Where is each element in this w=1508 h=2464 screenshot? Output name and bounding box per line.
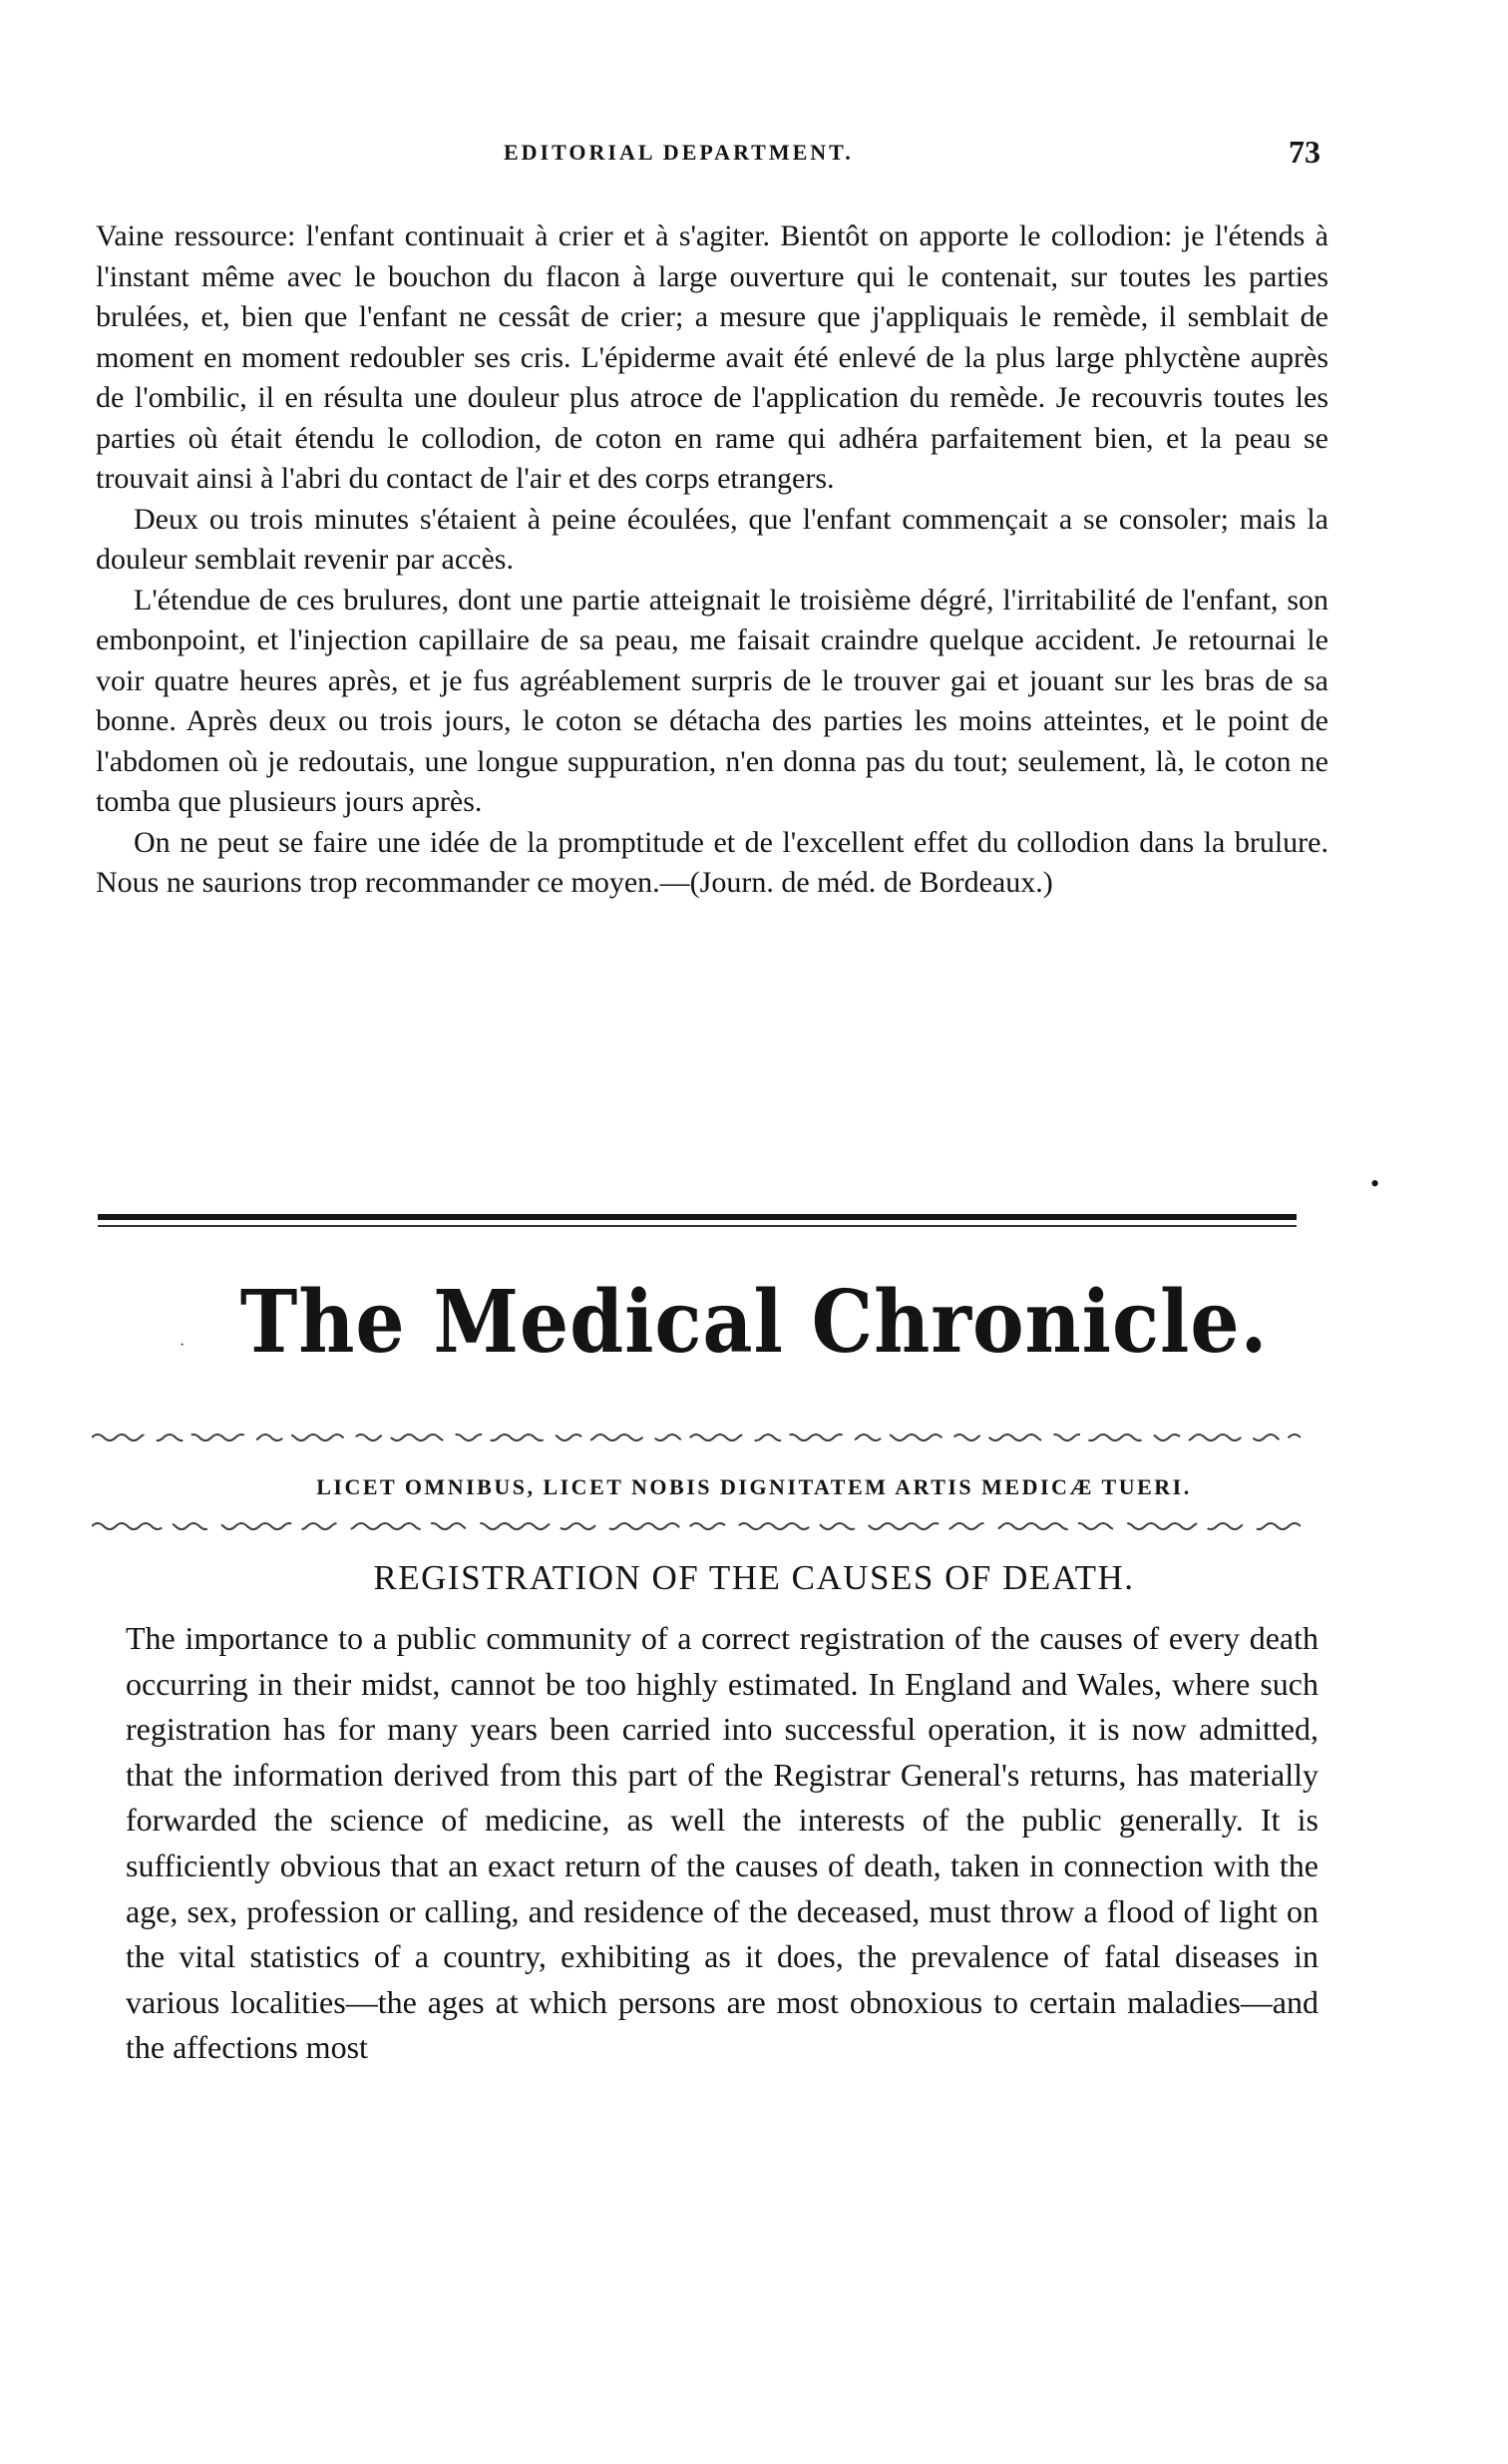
article-paragraph: The importance to a public community of a correct registration of the causes of every death occurring in their midst, cannot be too highly estimated. In England and Wales, where such registration has for many years been carried into successful operation, it is now admitted, that the information derived from this part of the Registrar General's returns, has materially forwarded the science of medicine, as well the interests of the public generally. It is sufficiently obvious that an exact return of the causes of death, taken in connection with the age, sex, profession or calling, and residence of the deceased, must throw a flood of light on the vital statistics of a country, exhibiting as it does, the prevalence of fatal diseases in various localities—the ages at which persons are most obnoxious to certain maladies—and the affections most bbox=[126, 1620, 1319, 2066]
masthead-speck: · bbox=[180, 1337, 186, 1354]
running-head: EDITORIAL DEPARTMENT. bbox=[504, 140, 854, 165]
french-case-report bbox=[96, 216, 1328, 904]
masthead-motto: LICET OMNIBUS, LICET NOBIS DIGNITATEM ARTIS MEDICÆ TUERI. bbox=[316, 1474, 1192, 1499]
wavy-rule-upper bbox=[92, 1430, 1301, 1445]
wavy-rule-lower bbox=[92, 1518, 1301, 1534]
french-paragraph-2: Deux ou trois minutes s'étaient à peine écoulées, que l'enfant commençait a se consoler; mais la douleur semblait revenir par accès. bbox=[96, 502, 1328, 576]
section-divider-thick bbox=[98, 1214, 1297, 1220]
article-body bbox=[126, 1616, 1319, 2071]
masthead-title: The Medical Chronicle. bbox=[239, 1272, 1269, 1373]
article-title: REGISTRATION OF THE CAUSES OF DEATH. bbox=[373, 1558, 1135, 1597]
page-number: 73 bbox=[1289, 134, 1320, 170]
french-paragraph-1: Vaine ressource: l'enfant continuait à crier et à s'agiter. Bientôt on apporte le collodion: je l'étends à l'instant même avec le bouchon du flacon à large ouverture qui le contenait, sur toutes les parties brulées, et, bien que l'enfant ne cessât de crier; a mesure que j'appliquais le remède, il semblait de moment en moment redoubler ses cris. L'épiderme avait été enlevé de la plus large phlyctène auprès de l'ombilic, il en résulta une douleur plus atroce de l'application du remède. Je recouvris toutes les parties où était étendu le collodion, de coton en rame qui adhéra parfaitement bien, et la peau se trouvait ainsi à l'abri du contact de l'air et des corps etrangers. bbox=[96, 219, 1328, 495]
french-paragraph-3: L'étendue de ces brulures, dont une partie atteignait le troisième dégré, l'irritabilité de l'enfant, son embonpoint, et l'injection capillaire de sa peau, me faisait craindre quelque accident. Je retournai le voir quatre heures après, et je fus agréablement surpris de le trouver gai et jouant sur les bras de sa bonne. Après deux ou trois jours, le coton se détacha des parties les moins atteintes, et le point de l'abdomen où je redoutais, une longue suppuration, n'en donna pas du tout; seulement, là, le coton ne tomba que plusieurs jours après. bbox=[96, 583, 1328, 818]
section-divider-thin bbox=[98, 1225, 1297, 1227]
french-paragraph-4: On ne peut se faire une idée de la promptitude et de l'excellent effet du collodion dans la brulure. Nous ne saurions trop recommander ce moyen.—(Journ. de méd. de Bordeaux.) bbox=[96, 825, 1328, 899]
stray-mark: • bbox=[1370, 1169, 1380, 1198]
